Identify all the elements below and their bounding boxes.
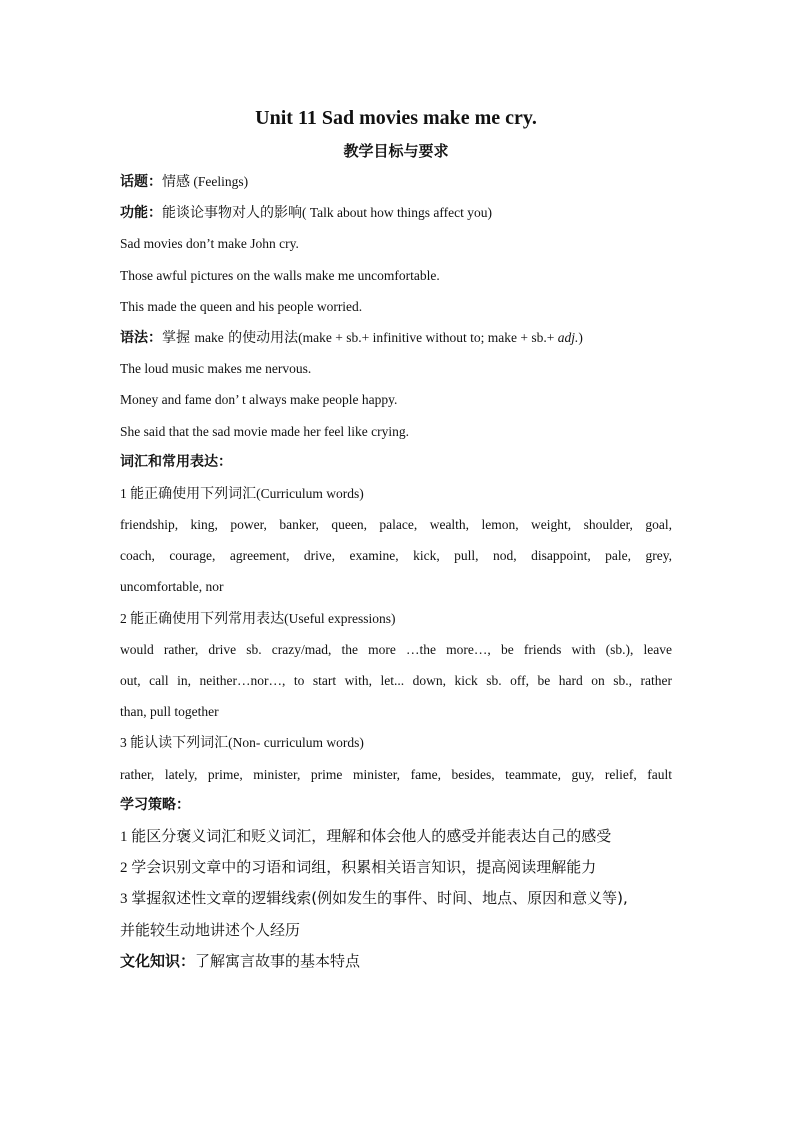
vocab-s2-line: would rather, drive sb. crazy/mad, the more …the more…, be friends with (sb.), leave xyxy=(120,641,672,657)
strategy-continuation: 并能较生动地讲述个人经历 xyxy=(120,920,301,939)
strategy-item-num: 2 xyxy=(120,860,132,877)
vocab-s2-heading xyxy=(120,603,672,634)
vocab-s2-line: out, call in, neither…nor…, to start with, let... down, kick sb. off, be hard on sb., rather xyxy=(120,673,672,688)
strategy-item-num: 1 xyxy=(120,828,132,845)
vocab-s2-cn: 能正确使用下列常用表达 xyxy=(130,610,285,627)
culture-line xyxy=(120,946,672,977)
function-line xyxy=(120,197,672,228)
topic-en: (Feelings) xyxy=(190,174,249,189)
grammar-cn1: 掌握 xyxy=(162,329,195,346)
grammar-en2: (make + sb.+ infinitive without to; make + sb.+ xyxy=(298,329,558,345)
function-cn: 能谈论事物对人的影响 xyxy=(162,205,302,222)
topic-line xyxy=(120,166,672,197)
function-example: This made the queen and his people worried. xyxy=(120,298,363,314)
grammar-example: The loud music makes me nervous. xyxy=(120,361,312,377)
vocab-s2-num: 2 xyxy=(120,610,131,626)
vocab-s1-heading xyxy=(120,478,672,509)
strategy-heading: 学习策略： xyxy=(120,796,190,813)
vocab-s3-cn: 能认读下列词汇 xyxy=(130,735,229,752)
grammar-example: She said that the sad movie made her feel like crying. xyxy=(120,423,410,439)
topic-cn: 情感 xyxy=(162,174,190,190)
vocab-s2-line: than, pull together xyxy=(120,704,219,720)
topic-label: 话题： xyxy=(120,174,162,190)
vocab-s1-line: friendship, king, power, banker, queen, palace, wealth, lemon, weight, shoulder, goal, xyxy=(120,517,672,533)
grammar-en3: ) xyxy=(578,329,583,345)
vocab-s1-line: coach, courage, agreement, drive, examine, kick, pull, nod, disappoint, pale, grey, xyxy=(120,548,672,564)
vocab-s3-line: rather, lately, prime, minister, prime minister, fame, besides, teammate, guy, relief, fault xyxy=(120,766,672,782)
strategy-item-text: 学会识别文章中的习语和词组，积累相关语言知识，提高阅读理解能力 xyxy=(131,858,597,877)
vocab-s1-cn: 能正确使用下列词汇 xyxy=(130,485,257,502)
vocab-s1-num: 1 xyxy=(120,485,131,501)
strategy-item-text: 掌握叙述性文章的逻辑线索(例如发生的事件、时间、地点、原因和意义等), xyxy=(131,889,628,908)
function-example: Those awful pictures on the walls make me uncomfortable. xyxy=(120,267,440,283)
vocab-s3-heading xyxy=(120,727,672,758)
strategy-item xyxy=(120,883,672,914)
culture-label: 文化知识： xyxy=(120,951,196,970)
function-label: 功能： xyxy=(120,205,162,222)
strategy-item xyxy=(120,852,672,883)
grammar-line xyxy=(120,322,672,353)
function-en: ( Talk about how things affect you) xyxy=(302,205,493,221)
strategy-item xyxy=(120,821,672,852)
function-example: Sad movies don’t make John cry. xyxy=(120,236,299,252)
strategy-item-num: 3 xyxy=(120,891,132,908)
grammar-cn2: 的使动用法 xyxy=(223,329,299,346)
strategy-item-text: 能区分褒义词汇和贬义词汇，理解和体会他人的感受并能表达自己的感受 xyxy=(131,826,612,845)
document-subtitle: 教学目标与要求 xyxy=(343,142,449,160)
document-title: Unit 11 Sad movies make me cry. xyxy=(255,107,537,129)
grammar-en-italic: adj. xyxy=(557,329,579,345)
grammar-label: 语法： xyxy=(120,329,162,346)
vocab-s2-en: (Useful expressions) xyxy=(284,610,396,626)
grammar-example: Money and fame don’ t always make people happy. xyxy=(120,392,398,408)
grammar-en1: make xyxy=(194,329,224,345)
vocab-s3-en: (Non- curriculum words) xyxy=(228,735,364,751)
culture-text: 了解寓言故事的基本特点 xyxy=(195,951,361,970)
vocab-s3-num: 3 xyxy=(120,735,131,751)
document-page xyxy=(120,100,672,977)
vocab-s1-line: uncomfortable, nor xyxy=(120,579,224,595)
vocab-heading: 词汇和常用表达： xyxy=(120,453,232,470)
vocab-s1-en: (Curriculum words) xyxy=(256,485,364,501)
